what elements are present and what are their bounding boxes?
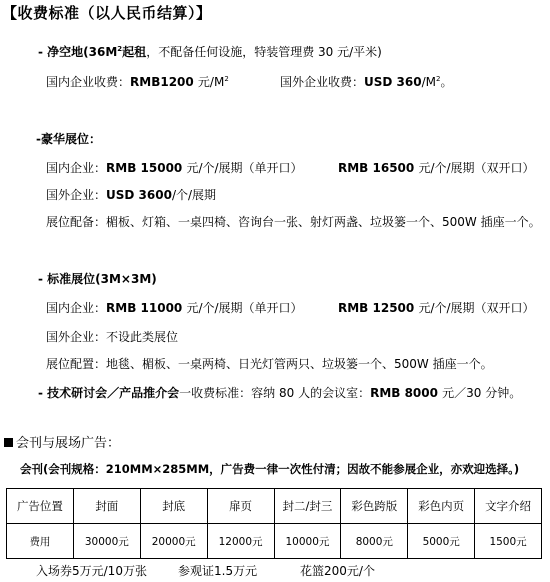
raw-space-heading	[38, 46, 382, 58]
luxury-domestic-double	[338, 162, 535, 174]
raw-space-heading-bold-rest: 起租	[122, 45, 147, 59]
luxury-unit-single: 元/个/展期（单开口）	[186, 161, 303, 175]
luxury-foreign-price: USD 3600	[106, 188, 172, 202]
ads-heading	[4, 437, 120, 450]
table-header-cell: 扉页	[207, 489, 274, 524]
ads-price-table	[6, 488, 542, 559]
raw-space-foreign	[280, 76, 452, 88]
seminar-heading: - 技术研讨会／产品推介会	[38, 386, 180, 400]
table-cell: 10000元	[274, 524, 341, 559]
luxury-foreign-label: 国外企业：	[46, 188, 107, 202]
table-cell: 1500元	[475, 524, 542, 559]
raw-space-domestic-sup: 2	[224, 75, 229, 83]
luxury-price-single: RMB 15000	[106, 161, 187, 175]
table-header-cell: 文字介绍	[475, 489, 542, 524]
flower-basket-price: 花篮200元/个	[300, 564, 375, 578]
luxury-domestic-single	[46, 162, 303, 174]
luxury-foreign	[46, 189, 216, 201]
page-title: 【收费标准（以人民币结算）】	[2, 4, 212, 22]
table-header-row	[7, 489, 542, 524]
table-header-cell: 彩色跨版	[341, 489, 408, 524]
raw-space-foreign-price: USD 360	[364, 75, 422, 89]
luxury-unit-double: 元/个/展期（双开口）	[418, 161, 535, 175]
ticket-price: 入场券5万元/10万张	[36, 564, 147, 578]
seminar-end: 元／30 分钟。	[442, 386, 522, 400]
table-header-cell: 封二/封三	[274, 489, 341, 524]
table-cell: 20000元	[140, 524, 207, 559]
seminar-text: 一收费标准：容纳 80 人的会议室：	[179, 386, 371, 400]
raw-space-foreign-end: 。	[440, 75, 453, 89]
standard-equipment: 展位配置：地毯、楣板、一桌两椅、日光灯管两只、垃圾篓一个、500W 插座一个。	[46, 357, 493, 371]
table-header-cell: 封面	[73, 489, 140, 524]
luxury-foreign-unit: /个/展期	[171, 188, 217, 202]
standard-domestic-double	[338, 302, 535, 314]
standard-unit-double: 元/个/展期（双开口）	[418, 301, 535, 315]
square-bullet-icon	[4, 438, 13, 447]
raw-space-heading-rest: ，不配备任何设施，特装管理费 30 元/平米)	[146, 45, 382, 59]
standard-foreign: 国外企业：不设此类展位	[46, 330, 179, 344]
raw-space-foreign-unit: /M	[421, 75, 436, 89]
standard-price-single: RMB 11000	[106, 301, 187, 315]
luxury-price-double: RMB 16500	[338, 161, 419, 175]
standard-price-double: RMB 12500	[338, 301, 419, 315]
standard-unit-single: 元/个/展期（单开口）	[186, 301, 303, 315]
seminar-line	[38, 387, 521, 399]
standard-domestic-label: 国内企业：	[46, 301, 107, 315]
luxury-equipment: 展位配备：楣板、灯箱、一桌四椅、咨询台一张、射灯两盏、垃圾篓一个、500W 插座一个。	[46, 215, 541, 229]
raw-space-foreign-sup: 2	[436, 75, 441, 83]
table-header-cell: 广告位置	[7, 489, 74, 524]
ads-heading-text: 会刊与展场广告：	[16, 436, 121, 451]
table-cell: 8000元	[341, 524, 408, 559]
raw-space-domestic-unit: 元/M	[197, 75, 225, 89]
luxury-domestic-label: 国内企业：	[46, 161, 107, 175]
raw-space-domestic-label: 国内企业收费：	[46, 75, 131, 89]
table-cell: 5000元	[408, 524, 475, 559]
raw-space-heading-sup: 2	[117, 45, 123, 53]
standard-heading: - 标准展位(3M×3M)	[38, 272, 157, 286]
visitor-pass-price: 参观证1.5万元	[178, 564, 258, 578]
raw-space-domestic-price: RMB1200	[130, 75, 198, 89]
ads-note: 会刊(会刊规格：210MM×285MM，广告费一律一次性付清；因故不能参展企业，亦欢迎选择。)	[20, 462, 520, 476]
raw-space-heading-prefix: - 净空地(36M	[38, 45, 118, 59]
luxury-heading: -豪华展位：	[36, 132, 101, 146]
raw-space-domestic	[46, 76, 229, 88]
seminar-price: RMB 8000	[370, 386, 443, 400]
standard-domestic-single	[46, 302, 303, 314]
table-cell: 12000元	[207, 524, 274, 559]
table-cell: 费用	[7, 524, 74, 559]
table-header-cell: 封底	[140, 489, 207, 524]
raw-space-foreign-label: 国外企业收费：	[280, 75, 365, 89]
table-row	[7, 524, 542, 559]
table-header-cell: 彩色内页	[408, 489, 475, 524]
table-cell: 30000元	[73, 524, 140, 559]
